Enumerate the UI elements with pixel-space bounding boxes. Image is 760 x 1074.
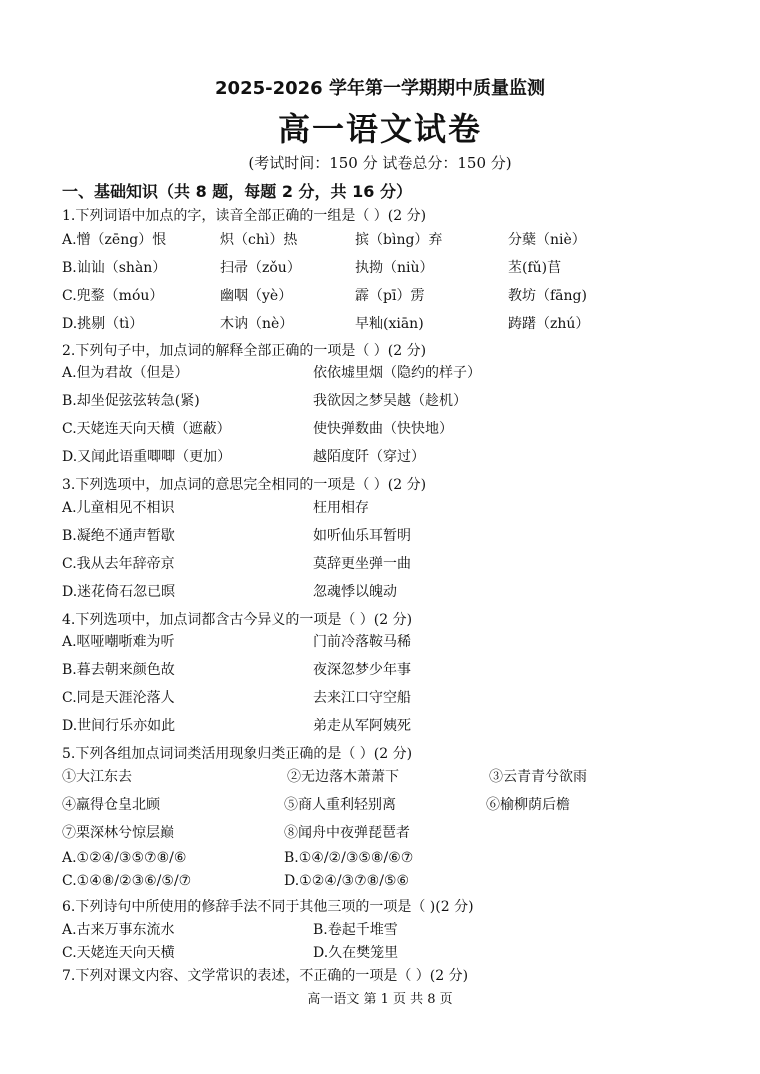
item-1: ①大江东去 (62, 769, 132, 785)
question-3-stem: 3.下列选项中，加点词的意思完全相同的一项是（ ）(2 分) (62, 477, 427, 493)
option-d-left: D.迷花倚石忽已暝 (62, 584, 176, 600)
option-c-left: C.同是天涯沦落人 (62, 690, 175, 706)
item-2: ②无边落木萧萧下 (287, 769, 399, 785)
option-d-left: D.世间行乐亦如此 (62, 718, 176, 734)
option-d-right: 越陌度阡（穿过） (313, 449, 425, 465)
option-c: C.①④⑧/②③⑥/⑤/⑦ (62, 873, 192, 889)
option-a-right: 门前冷落鞍马稀 (313, 634, 411, 650)
option-d: D.①②④/③⑦⑧/⑤⑥ (284, 873, 410, 889)
option-c-1: C.兜鍪（móu） (62, 288, 164, 304)
option-b-3: 执拗（niù） (355, 260, 434, 276)
option-a-right: 枉用相存 (313, 500, 369, 516)
option-b-1: B.讪讪（shàn） (62, 260, 167, 276)
option-c-2: 幽咽（yè） (220, 288, 293, 304)
option-d-right: 弟走从军阿姨死 (313, 718, 411, 734)
option-a-3: 摈（bìng）弃 (355, 232, 443, 248)
item-7: ⑦栗深林兮惊层巅 (62, 825, 174, 841)
page-title: 高一语文试卷 (277, 110, 482, 148)
option-d-4: 踌躇（zhú） (508, 316, 590, 332)
option-d: D.久在樊笼里 (313, 945, 399, 961)
item-3: ③云青青兮欲雨 (489, 769, 587, 785)
option-b: B.①④/②/③⑤⑧/⑥⑦ (284, 850, 414, 866)
option-a-right: 依依墟里烟（隐约的样子） (313, 365, 481, 381)
option-c-left: C.我从去年辞帝京 (62, 556, 175, 572)
option-c-3: 霹（pī）雳 (355, 288, 425, 304)
option-d-3: 早籼(xiān) (355, 316, 424, 332)
option-a: A.古来万事东流水 (62, 922, 175, 938)
item-6: ⑥榆柳荫后檐 (486, 797, 570, 813)
question-1-stem: 1.下列词语中加点的字，读音全部正确的一组是（ ）(2 分) (62, 208, 427, 224)
option-a-left: A.但为君故（但是） (62, 365, 189, 381)
option-b-4: 苤(fǔ)苢 (508, 260, 562, 276)
option-b-right: 夜深忽梦少年事 (313, 662, 411, 678)
option-a-2: 炽（chì）热 (220, 232, 298, 248)
option-a-left: A.儿童相见不相识 (62, 500, 175, 516)
option-a-4: 分蘖（niè） (508, 232, 586, 248)
option-c-right: 去来江口守空船 (313, 690, 411, 706)
page-footer: 高一语文 第 1 页 共 8 页 (307, 992, 453, 1007)
option-a-left: A.呕哑嘲哳难为听 (62, 634, 175, 650)
option-a: A.①②④/③⑤⑦⑧/⑥ (62, 850, 187, 866)
question-4-stem: 4.下列选项中，加点词都含古今异义的一项是（ ）(2 分) (62, 612, 413, 628)
exam-info: (考试时间：150 分 试卷总分：150 分) (248, 154, 512, 172)
item-4: ④羸得仓皇北顾 (62, 797, 160, 813)
question-6-stem: 6.下列诗句中所使用的修辞手法不同于其他三项的一项是（ )(2 分) (62, 899, 474, 915)
option-b-right: 我欲因之梦吴越（趁机） (313, 393, 467, 409)
option-c-right: 莫辞更坐弹一曲 (313, 556, 411, 572)
option-c-right: 使快弹数曲（快快地） (313, 421, 453, 437)
exam-period-heading: 2025-2026 学年第一学期期中质量监测 (215, 78, 545, 99)
option-b-right: 如听仙乐耳暂明 (313, 528, 411, 544)
question-7-stem: 7.下列对课文内容、文学常识的表述，不正确的一项是（ ）(2 分) (62, 968, 469, 984)
option-c: C.天姥连天向天横 (62, 945, 175, 961)
question-5-stem: 5.下列各组加点词词类活用现象归类正确的是（ ）(2 分) (62, 746, 413, 762)
item-8: ⑧闻舟中夜弹琵琶者 (284, 825, 410, 841)
option-d-1: D.挑剔（tì） (62, 316, 144, 332)
option-b: B.卷起千堆雪 (313, 922, 398, 938)
question-2-stem: 2.下列句子中，加点词的解释全部正确的一项是（ ）(2 分) (62, 343, 427, 359)
option-a-1: A.憎（zēng）恨 (62, 232, 167, 248)
option-d-2: 木讷（nè） (220, 316, 294, 332)
option-c-left: C.天姥连天向天横（遮蔽） (62, 421, 231, 437)
option-d-right: 忽魂悸以魄动 (313, 584, 397, 600)
section-heading: 一、基础知识（共 8 题，每题 2 分，共 16 分） (62, 182, 412, 201)
option-b-2: 扫帚（zǒu） (220, 260, 301, 276)
option-b-left: B.暮去朝来颜色故 (62, 662, 175, 678)
option-b-left: B.凝绝不通声暂歇 (62, 528, 175, 544)
option-b-left: B.却坐促弦弦转急(紧) (62, 393, 200, 409)
item-5: ⑤商人重利轻别离 (284, 797, 396, 813)
option-c-4: 教坊（fāng) (508, 288, 587, 304)
option-d-left: D.又闻此语重唧唧（更加） (62, 449, 232, 465)
